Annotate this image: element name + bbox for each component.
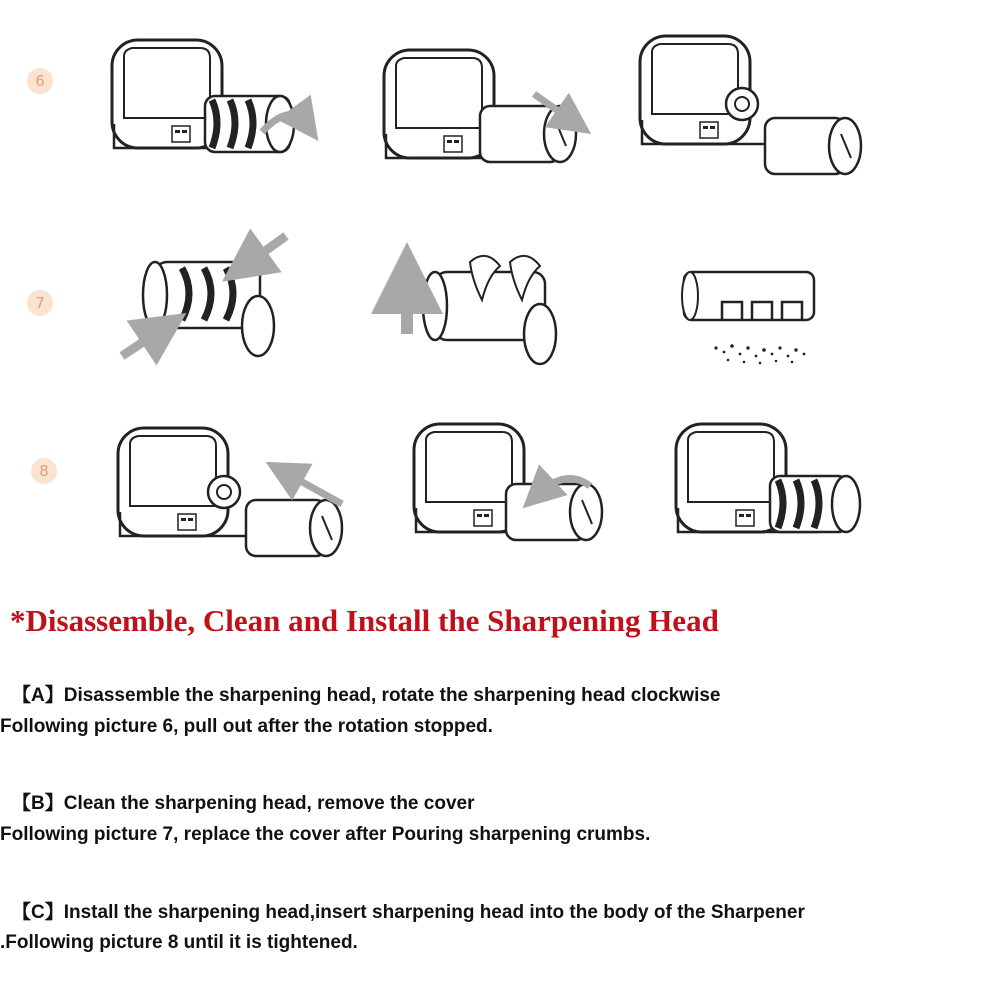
diagram-8b (414, 424, 602, 540)
instruction-b-line2: Following picture 7, replace the cover after Pouring sharpening crumbs. (0, 824, 651, 845)
diagram-7b (407, 256, 556, 364)
diagram-6c (640, 36, 861, 174)
diagram-7c (682, 272, 814, 364)
instruction-a-line2: Following picture 6, pull out after the rotation stopped. (0, 716, 493, 737)
step-number-8: 8 (31, 458, 57, 484)
instruction-c-line2: .Following picture 8 until it is tightened. (0, 932, 358, 953)
instruction-b-text: Clean the sharpening head, remove the cover (63, 793, 475, 814)
instruction-c-text: Install the sharpening head,insert sharpening head into the body of the Sharpener (63, 902, 805, 923)
instruction-a-tag: 【A】 (12, 685, 64, 706)
diagram-8c (676, 424, 860, 532)
instruction-a-line1 (0, 680, 721, 707)
section-heading: *Disassemble, Clean and Install the Sharpening Head (10, 603, 719, 638)
instruction-b-line1 (0, 788, 474, 815)
diagram-8a (118, 428, 342, 556)
instruction-c-tag: 【C】 (12, 902, 64, 923)
diagram-6b (384, 50, 576, 162)
instruction-c-line1 (0, 897, 805, 924)
step-number-6: 6 (27, 68, 53, 94)
diagram-6a (112, 40, 306, 152)
diagram-7a (122, 236, 286, 356)
instruction-b-tag: 【B】 (12, 793, 64, 814)
instruction-a-text: Disassemble the sharpening head, rotate the sharpening head clockwise (63, 685, 721, 706)
step-number-7: 7 (27, 290, 53, 316)
